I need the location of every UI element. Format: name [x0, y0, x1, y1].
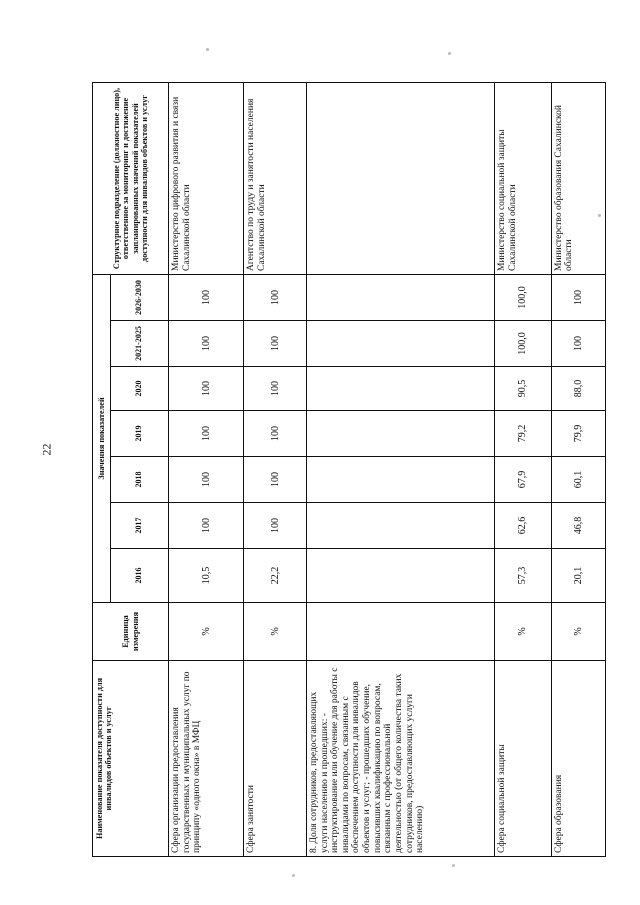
row-dept [306, 83, 494, 275]
value-cell [306, 411, 494, 457]
scan-speck [452, 864, 455, 867]
row-dept: Агентство по труду и занятости населения Сахалинской области [244, 83, 307, 275]
value-cell: 90,5 [495, 367, 551, 411]
table-row [169, 83, 244, 857]
row-dept: Министерство образования Сахалинской области [551, 83, 605, 275]
value-cell: 46,8 [551, 503, 605, 549]
value-cell: 20,1 [551, 549, 605, 603]
value-cell: 100 [551, 321, 605, 367]
value-cell [306, 549, 494, 603]
value-cell: 79,9 [551, 411, 605, 457]
header-dept: Структурное подразделение (должностное лицо), ответственное за мониторинг и достижение запланированных значений показателей доступности для инвалидов объектов и услуг [93, 83, 169, 275]
value-cell: 100 [244, 321, 307, 367]
row-unit: % [551, 603, 605, 661]
value-cell: 100 [551, 275, 605, 321]
header-values-group: Значения показателей [93, 275, 111, 603]
row-name: Сфера образования [551, 661, 605, 857]
value-cell: 100 [169, 457, 244, 503]
table-row [244, 83, 307, 857]
value-cell: 100 [169, 367, 244, 411]
header-year: 2017 [111, 503, 169, 549]
value-cell: 100 [244, 275, 307, 321]
value-cell [306, 275, 494, 321]
header-year: 2019 [111, 411, 169, 457]
row-name: Сфера организации предоставления государственных и муниципальных услуг по принципу «одного окна» в МФЦ [169, 661, 244, 857]
value-cell: 100 [244, 457, 307, 503]
row-dept: Министерство цифрового развития и связи Сахалинской области [169, 83, 244, 275]
value-cell: 79,2 [495, 411, 551, 457]
row-name: Сфера занятости [244, 661, 307, 857]
header-unit: Единица измерения [93, 603, 169, 661]
value-cell: 100,0 [495, 275, 551, 321]
rotated-table-wrapper [92, 83, 606, 857]
value-cell [306, 367, 494, 411]
scan-speck [206, 48, 209, 51]
indicators-table [92, 82, 606, 857]
row-unit: % [169, 603, 244, 661]
page-number: 22 [39, 443, 54, 456]
value-cell: 100 [244, 411, 307, 457]
value-cell: 100 [169, 275, 244, 321]
header-year: 2026-2030 [111, 275, 169, 321]
value-cell: 100 [244, 367, 307, 411]
value-cell [306, 503, 494, 549]
value-cell: 10,5 [169, 549, 244, 603]
value-cell: 67,9 [495, 457, 551, 503]
table-row [551, 83, 605, 857]
value-cell: 88,0 [551, 367, 605, 411]
table-row [495, 83, 551, 857]
value-cell [306, 457, 494, 503]
row-name: Сфера социальной защиты [495, 661, 551, 857]
row-unit: % [244, 603, 307, 661]
value-cell: 100 [244, 503, 307, 549]
row-unit [306, 603, 494, 661]
scan-speck [292, 874, 295, 877]
value-cell: 22,2 [244, 549, 307, 603]
table-row [306, 83, 494, 857]
value-cell: 100 [169, 321, 244, 367]
header-year: 2018 [111, 457, 169, 503]
value-cell: 100,0 [495, 321, 551, 367]
header-year: 2020 [111, 367, 169, 411]
header-row-1 [93, 83, 111, 857]
row-dept: Министерство социальной защиты Сахалинской области [495, 83, 551, 275]
value-cell: 60,1 [551, 457, 605, 503]
value-cell: 100 [169, 503, 244, 549]
row-unit: % [495, 603, 551, 661]
value-cell [306, 321, 494, 367]
value-cell: 57,3 [495, 549, 551, 603]
header-year: 2016 [111, 549, 169, 603]
landscape-table-container [92, 83, 606, 857]
row-name: 8. Доля сотрудников, предоставляющих услуги населению и прошедших: - инструктирование или обучение для работы с инвалидами по вопросам, связанным с обеспечением доступности для инвалидов объектов и услуг; - прошедших обучение, повысивших квалификацию по вопросам, связанным с профессиональной деятельностью (от общего количества таких сотрудников, предоставляющих услуги населению) [306, 661, 494, 857]
header-name: Наименование показателя доступности для инвалидов объектов и услуг [93, 661, 169, 857]
value-cell: 100 [169, 411, 244, 457]
scan-speck [448, 52, 451, 55]
scan-speck [598, 214, 601, 217]
value-cell: 62,6 [495, 503, 551, 549]
header-year: 2021-2025 [111, 321, 169, 367]
